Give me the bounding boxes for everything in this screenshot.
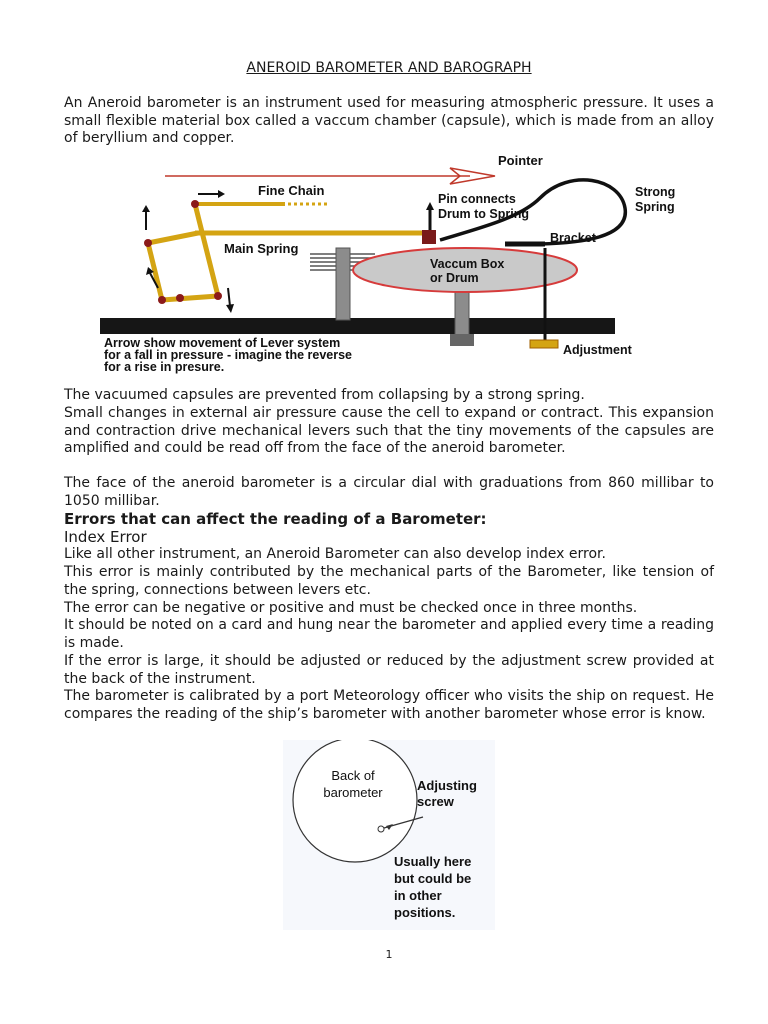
capsules-paragraph: The vacuumed capsules are prevented from collapsing by a strong spring. — [64, 387, 585, 403]
pivot-joint — [144, 239, 152, 247]
motion-arrow-head — [226, 304, 234, 313]
motion-arrow-head — [218, 190, 225, 198]
label-drum-to-spring: Drum to Spring — [438, 207, 529, 221]
index-error-para-4: It should be noted on a card and hung near the barometer and applied every time a reading is made. — [64, 617, 714, 651]
motion-arrow-head — [142, 205, 150, 212]
pin-arrow-head — [426, 202, 434, 210]
label-vaccum-box: Vaccum Box — [430, 257, 505, 271]
page-number: 1 — [385, 948, 393, 961]
lever-arm-4 — [162, 296, 218, 300]
label-pointer: Pointer — [498, 153, 543, 168]
label-in-other: in other — [394, 888, 442, 903]
pivot-joint — [191, 200, 199, 208]
base-bar — [100, 318, 615, 334]
errors-heading: Errors that can affect the reading of a Barometer: — [64, 510, 487, 528]
label-strong: Strong — [635, 185, 676, 199]
index-error-heading: Index Error — [64, 528, 147, 546]
aneroid-mechanism-diagram — [100, 148, 680, 386]
dial-face-paragraph: The face of the aneroid barometer is a circular dial with graduations from 860 millibar to 1050 millibar. — [64, 475, 714, 509]
label-but-could-be: but could be — [394, 871, 472, 886]
label-screw: screw — [417, 794, 454, 809]
index-error-para-2: This error is mainly contributed by the mechanical parts of the Barometer, like tension of the spring, connections between levers etc. — [64, 564, 714, 598]
pivot-joint — [176, 294, 184, 302]
index-error-para-3: The error can be negative or positive and must be checked once in three months. — [64, 600, 638, 616]
label-back-of: Back of — [331, 768, 375, 783]
lever-arm-1 — [195, 204, 218, 296]
pin — [422, 230, 436, 244]
adjustment-knob — [530, 340, 558, 348]
intro-paragraph: An Aneroid barometer is an instrument used for measuring atmospheric pressure. It uses a small flexible material box called a vaccum chamber (capsule), which is made from an alloy of beryllium and copper. — [64, 95, 714, 146]
label-arrow-note-2: for a fall in pressure - imagine the reverse — [104, 348, 353, 362]
label-usually-here: Usually here — [394, 854, 472, 869]
index-error-para-6: The barometer is calibrated by a port Meteorology officer who visits the ship on request. He compares the reading of the ship’s barometer with another barometer whose error is know. — [64, 688, 714, 722]
lever-arm-3 — [148, 233, 198, 243]
label-arrow-note-3: for a rise in presure. — [104, 360, 225, 374]
label-main-spring: Main Spring — [224, 241, 299, 256]
pressure-changes-paragraph: Small changes in external air pressure cause the cell to expand or contract. This expansion and contraction drive mechanical levers such that the tiny movements of the capsules are amplified and could be read off from the face of the aneroid barometer. — [64, 405, 714, 456]
label-arrow-note-1: Arrow show movement of Lever system — [104, 336, 341, 350]
label-adjustment: Adjustment — [563, 343, 632, 357]
label-or-drum: or Drum — [430, 271, 479, 285]
drum-base — [450, 334, 474, 346]
index-error-para-5: If the error is large, it should be adjusted or reduced by the adjustment screw provided at the back of the instrument. — [64, 653, 714, 687]
support-post — [336, 248, 350, 320]
label-fine-chain: Fine Chain — [258, 183, 325, 198]
label-adjusting: Adjusting — [417, 778, 477, 793]
label-pin-connects: Pin connects — [438, 192, 516, 206]
label-bracket: Bracket — [550, 231, 596, 245]
label-positions: positions. — [394, 905, 456, 920]
label-spring: Spring — [635, 200, 675, 214]
pivot-joint — [158, 296, 166, 304]
pivot-joint — [214, 292, 222, 300]
label-barometer: barometer — [323, 785, 383, 800]
barometer-back-diagram — [283, 740, 495, 930]
index-error-para-1: Like all other instrument, an Aneroid Barometer can also develop index error. — [64, 546, 606, 562]
motion-arrow — [228, 288, 230, 306]
barometer-back-circle — [293, 740, 417, 862]
document-title: ANEROID BAROMETER AND BAROGRAPH — [246, 60, 532, 76]
